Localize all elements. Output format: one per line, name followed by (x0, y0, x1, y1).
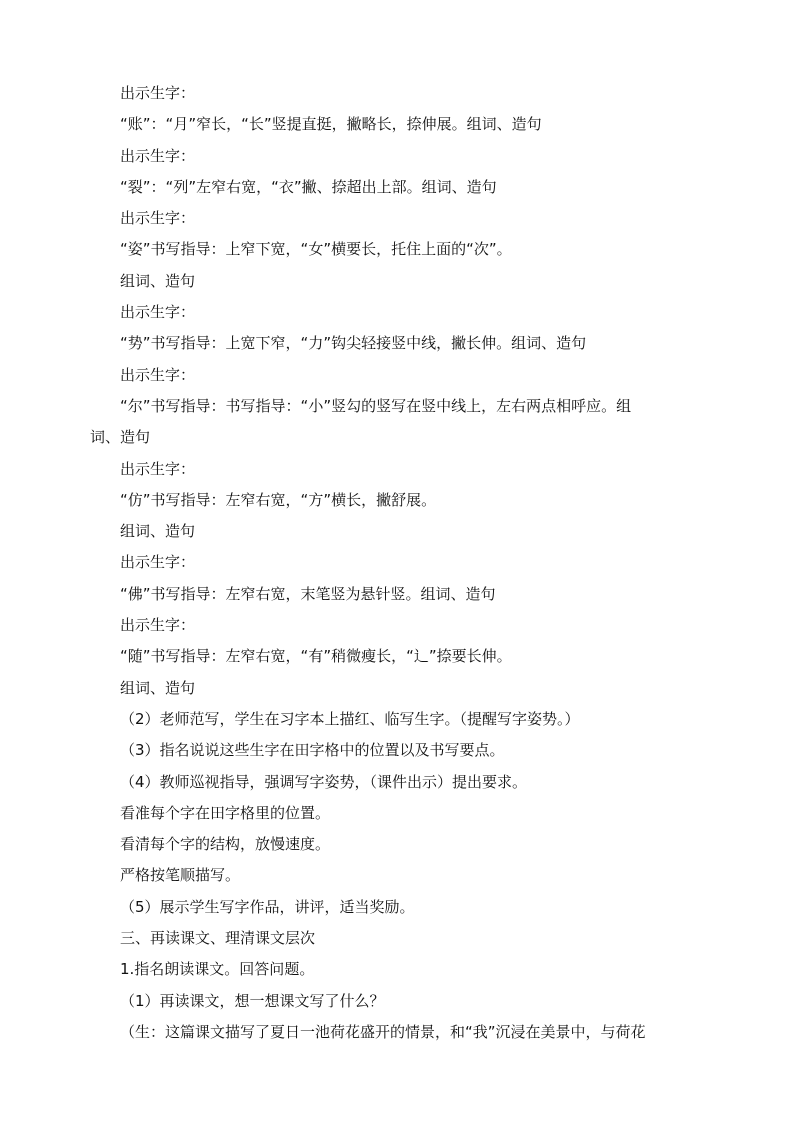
paragraph-line: 词、造句 (90, 428, 151, 447)
paragraph-line: 出示生字： (120, 146, 196, 165)
paragraph-line: “姿”书写指导：上窄下宽，“女”横要长，托住上面的“次”。 (120, 240, 512, 259)
paragraph-line: 出示生字： (120, 616, 196, 635)
paragraph-line: “仿”书写指导：左窄右宽，“方”横长，撇舒展。 (120, 490, 437, 509)
paragraph-line: “尔”书写指导：书写指导：“小”竖勾的竖写在竖中线上，左右两点相呼应。组 (120, 396, 632, 415)
paragraph-line: “裂”：“列”左窄右宽，“衣”撇、捺超出上部。组词、造句 (120, 177, 497, 196)
paragraph-line: 出示生字： (120, 303, 196, 322)
paragraph-line: “随”书写指导：左窄右宽，“有”稍微瘦长，“辶”捺要长伸。 (120, 647, 512, 666)
paragraph-line: 组词、造句 (120, 271, 196, 290)
paragraph-line: 出示生字： (120, 209, 196, 228)
paragraph-line: 1.指名朗读课文。回答问题。 (120, 960, 315, 979)
paragraph-line: 严格按笔顺描写。 (120, 866, 241, 885)
section-heading: 三、再读课文、理清课文层次 (120, 929, 316, 948)
paragraph-line: （4）教师巡视指导，强调写字姿势，（课件出示）提出要求。 (120, 772, 528, 791)
paragraph-line: “佛”书写指导：左窄右宽，末笔竖为悬针竖。组词、造句 (120, 584, 496, 603)
paragraph-line: “账”：“月”窄长，“长”竖提直挺，撇略长，捺伸展。组词、造句 (120, 115, 542, 134)
document-body (90, 78, 710, 1048)
paragraph-line: （2）老师范写，学生在习字本上描红、临写生字。（提醒写字姿势。） (120, 709, 580, 728)
paragraph-line: 出示生字： (120, 459, 196, 478)
paragraph-line: （5）展示学生写字作品，讲评，适当奖励。 (120, 897, 415, 916)
paragraph-line: 组词、造句 (120, 522, 196, 541)
paragraph-line: （1）再读课文，想一想课文写了什么？ (120, 991, 385, 1010)
paragraph-line: 出示生字： (120, 365, 196, 384)
paragraph-line: 组词、造句 (120, 678, 196, 697)
paragraph-line: （生：这篇课文描写了夏日一池荷花盛开的情景，和“我”沉浸在美景中，与荷花 (120, 1022, 646, 1041)
paragraph-line: 看清每个字的结构，放慢速度。 (120, 835, 331, 854)
paragraph-line: “势”书写指导：上宽下窄，“力”钩尖轻接竖中线，撇长伸。组词、造句 (120, 334, 587, 353)
paragraph-line: （3）指名说说这些生字在田字格中的位置以及书写要点。 (120, 741, 505, 760)
paragraph-line: 看准每个字在田字格里的位置。 (120, 803, 331, 822)
paragraph-line: 出示生字： (120, 84, 196, 102)
paragraph-line: 出示生字： (120, 553, 196, 572)
